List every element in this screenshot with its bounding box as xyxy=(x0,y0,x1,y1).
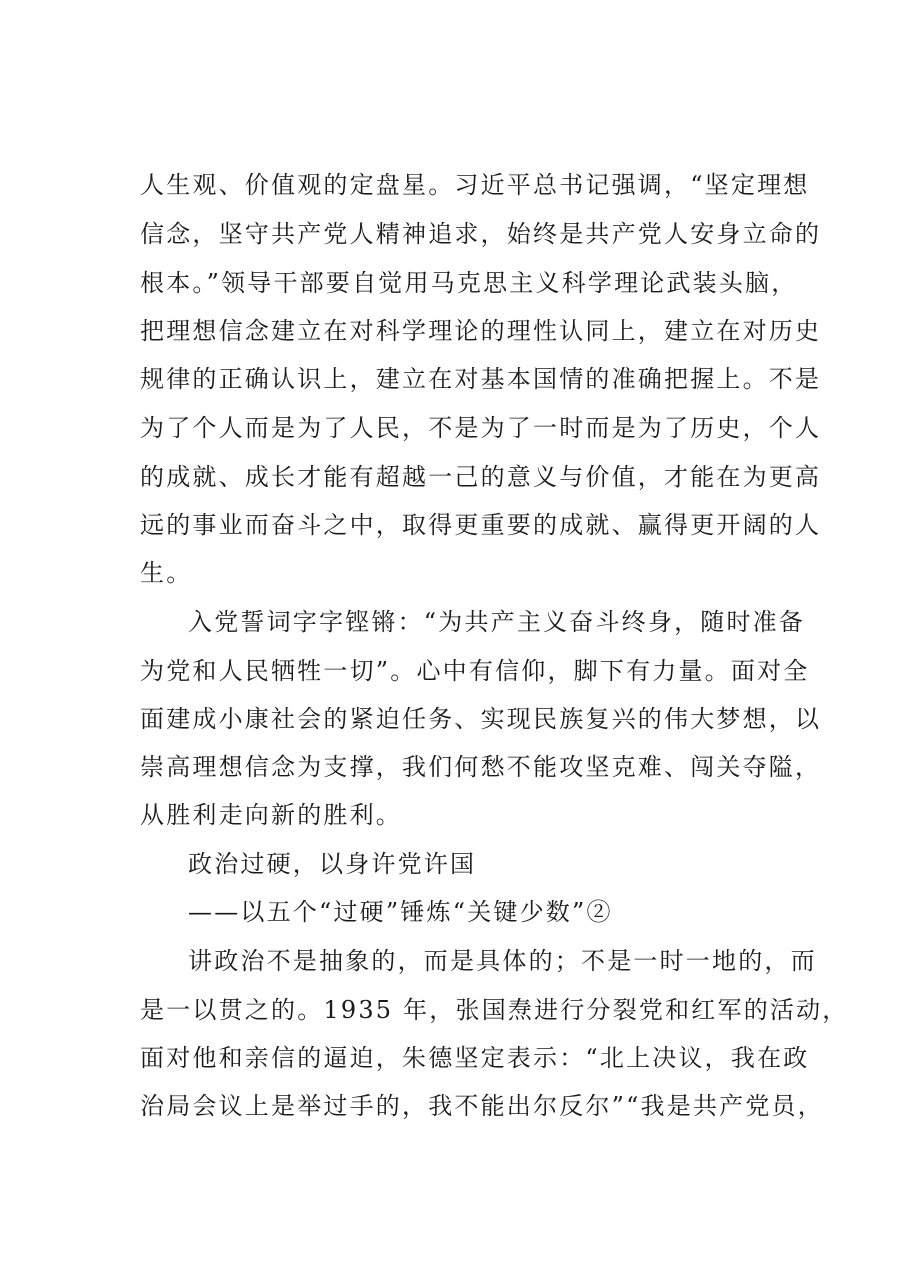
paragraph-3-line: 治局会议上是举过手的，我不能出尔反尔”“我是共产党员， xyxy=(140,1092,824,1120)
paragraph-1-line: 的成就、成长才能有超越一己的意义与价值，才能在为更高 xyxy=(140,463,822,491)
paragraph-1-line: 生。 xyxy=(140,559,193,587)
section-subheading: ——以五个“过硬”锤炼“关键少数”② xyxy=(188,898,613,926)
paragraph-2-line: 崇高理想信念为支撑，我们何愁不能攻坚克难、闯关夺隘， xyxy=(140,753,822,781)
paragraph-1-line: 规律的正确认识上，建立在对基本国情的准确把握上。不是 xyxy=(140,365,822,393)
paragraph-1-line: 把理想信念建立在对科学理论的理性认同上，建立在对历史 xyxy=(140,317,822,345)
paragraph-1-line: 人生观、价值观的定盘星。习近平总书记强调，“坚定理想 xyxy=(140,171,810,199)
paragraph-1-line: 信念，坚守共产党人精神追求，始终是共产党人安身立命的 xyxy=(140,220,822,248)
section-heading: 政治过硬，以身许党许国 xyxy=(188,850,477,878)
paragraph-3-line: 讲政治不是抽象的，而是具体的；不是一时一地的，而 xyxy=(188,947,817,975)
paragraph-1-line: 为了个人而是为了人民，不是为了一时而是为了历史，个人 xyxy=(140,414,822,442)
paragraph-3-line: 面对他和亲信的逼迫，朱德坚定表示：“北上决议，我在政 xyxy=(140,1044,810,1072)
paragraph-2-line: 面建成小康社会的紧迫任务、实现民族复兴的伟大梦想，以 xyxy=(140,705,822,733)
paragraph-2-line: 从胜利走向新的胜利。 xyxy=(140,801,402,829)
paragraph-1-line: 远的事业而奋斗之中，取得更重要的成就、赢得更开阔的人 xyxy=(140,511,822,539)
paragraph-2-line: 入党誓词字字铿锵：“为共产主义奋斗终身，随时准备 xyxy=(188,608,806,636)
paragraph-3-line: 是一以贯之的。1935 年，张国焘进行分裂党和红军的活动， xyxy=(140,996,849,1024)
paragraph-2-line: 为党和人民牺牲一切”。心中有信仰，脚下有力量。面对全 xyxy=(140,657,810,685)
paragraph-1-line: 根本。”领导干部要自觉用马克思主义科学理论武装头脑， xyxy=(140,269,798,297)
